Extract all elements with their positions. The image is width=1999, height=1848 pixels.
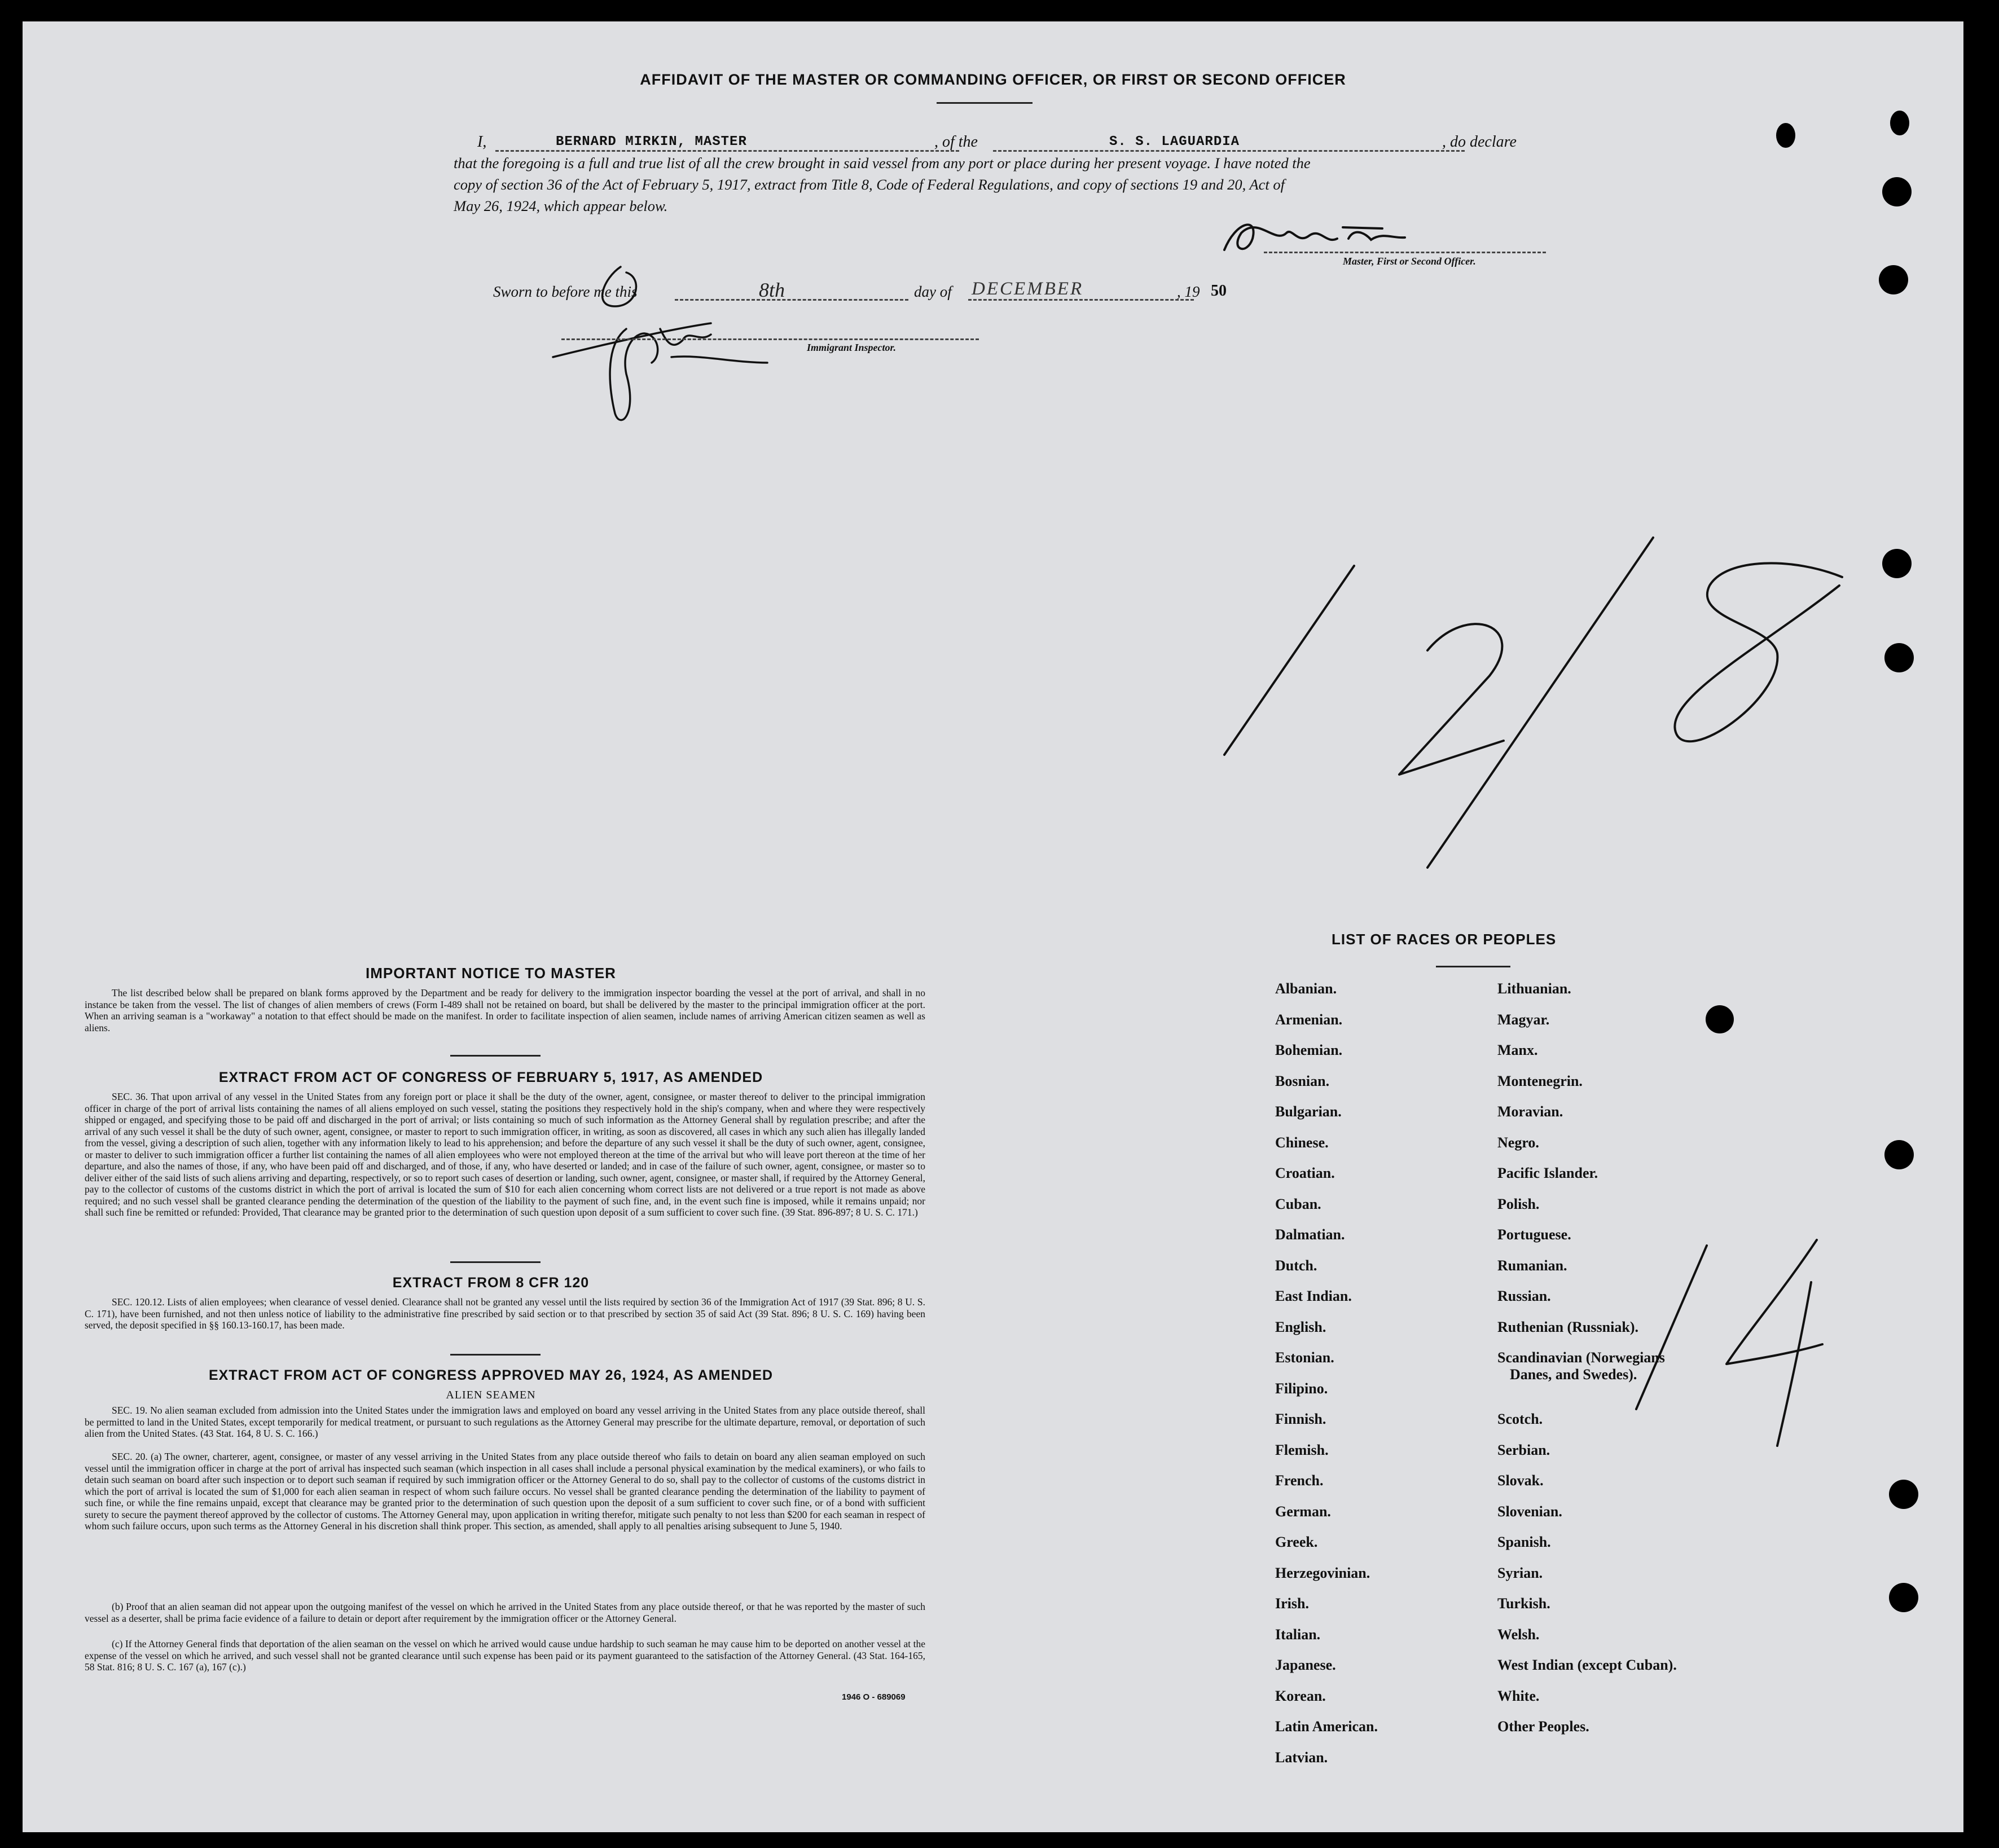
race-item: French. <box>1275 1472 1324 1489</box>
race-item: Magyar. <box>1497 1011 1550 1028</box>
extract-1924-sec20c: (c) If the Attorney General finds that deportation of the alien seaman on the vessel on which he arrived would cause undue hardship to such seaman he may cause him to be deported on another vessel at the expense of the vessel on which he arrived, and such vessel shall not be granted clearance until such expense has been paid or its payment guaranteed to the satisfaction of the Attorney General. (43 Stat. 164-165, 58 Stat. 816; 8 U. S. C. 167 (a), 167 (c).) <box>85 1638 925 1673</box>
race-item: English. <box>1275 1318 1326 1335</box>
race-item: Filipino. <box>1275 1380 1328 1397</box>
extract-1917-title: EXTRACT FROM ACT OF CONGRESS OF FEBRUARY 5, 1917, AS AMENDED <box>218 1070 763 1085</box>
punch-hole <box>1889 1583 1918 1612</box>
of-the-label: , of the <box>934 133 978 151</box>
extract-1924-sec20a: SEC. 20. (a) The owner, charterer, agent, consignee, or master of any vessel arriving in the United States from any place outside thereof who fails to detain on board any alien seaman employed on such vessel until the immigration officer in charge at the port of arrival has inspected such seaman (which inspection in all cases shall include a personal physical examination by the medical examiners), or who fails to detain such seaman on board after such inspection or to deport such seaman if required by such immigration officer or the Attorney General to do so, shall pay to the collector of customs of the customs district in which the port of arrival is located the sum of $1,000 for each alien seaman in respect of whom such failure occurs. No vessel shall be granted clearance pending the determination of the liability to payment of such fine, or while the fine remains unpaid, except that clearance may be granted prior to the determination of such question upon the deposit of a sum sufficient to cover such fine, or of a bond with sufficient surety to secure the payment thereof approved by the collector of customs. The Attorney General may, upon application in writing therefor, mitigate such penalty to not less than $200 for each seaman in respect of whom such failure occurs, upon such terms as the Attorney General in his discretion shall think proper. This section, as amended, shall apply to all penalties arising subsequent to June 5, 1940. <box>85 1451 925 1532</box>
race-item: Scotch. <box>1497 1411 1543 1427</box>
race-item: Flemish. <box>1275 1441 1329 1458</box>
punch-hole <box>1879 265 1908 294</box>
race-item: Portuguese. <box>1497 1226 1571 1243</box>
race-item: Bohemian. <box>1275 1042 1343 1058</box>
race-item: Pacific Islander. <box>1497 1165 1598 1181</box>
race-item: Spanish. <box>1497 1534 1551 1550</box>
extract-1924-sec20b: (b) Proof that an alien seaman did not appear upon the outgoing manifest of the vessel on which he arrived in the United States from any place outside thereof, or that he was reported by the master of such vessel as a deserter, shall be prima facie evidence of a failure to detain or deport after requirement by the immigration officer or the Attorney General. <box>85 1601 925 1624</box>
punch-hole <box>1884 1140 1914 1169</box>
race-item: Cuban. <box>1275 1195 1321 1212</box>
race-item: Moravian. <box>1497 1103 1563 1120</box>
title-divider <box>937 102 1033 104</box>
race-item: Greek. <box>1275 1534 1318 1550</box>
extract-1924-sec19: SEC. 19. No alien seaman excluded from admission into the United States under the immigration laws and employed on board any vessel arriving in the United States from any place outside thereof, shall be permitted to land in the United States, except temporarily for medical treatment, or pursuant to such regulations as the Attorney General may prescribe for the ultimate departure, removal, or deportation of such alien from the United States. (43 Stat. 164, 8 U. S. C. 166.) <box>85 1405 925 1439</box>
races-divider <box>1436 966 1510 967</box>
punch-hole <box>1890 111 1909 135</box>
race-col2-continuation: Danes, and Swedes). <box>1510 1366 1637 1383</box>
race-item: Dutch. <box>1275 1257 1317 1274</box>
race-item: Finnish. <box>1275 1411 1326 1427</box>
sworn-label: Sworn to before me this <box>493 283 638 300</box>
race-item: Other Peoples. <box>1497 1718 1589 1735</box>
officer-caption: Master, First or Second Officer. <box>1343 256 1476 267</box>
extract-cfr-title: EXTRACT FROM 8 CFR 120 <box>392 1275 590 1291</box>
race-item: Russian. <box>1497 1288 1551 1304</box>
master-name-line <box>495 150 959 152</box>
handwritten-date-mark <box>1185 518 1884 924</box>
race-item: Herzegovinian. <box>1275 1564 1370 1581</box>
race-item: Croatian. <box>1275 1165 1335 1181</box>
day-of-label: day of <box>914 283 952 300</box>
race-item: Albanian. <box>1275 980 1337 997</box>
punch-hole <box>1884 643 1914 672</box>
race-item: Japanese. <box>1275 1657 1336 1673</box>
race-item: Italian. <box>1275 1626 1321 1643</box>
extract-1917-text: SEC. 36. That upon arrival of any vessel in the United States from any foreign port or place it shall be the duty of the owner, agent, consignee, or master thereof to deliver to the principal immigration officer in charge of the port of arrival lists containing the names of all aliens employed on such vessel, stating the positions they respectively hold in the ship's company, when and where they were respectively shipped or engaged, and specifying those to be paid off and discharged in the port of arrival; or lists containing so much of such information as the Attorney General shall by regulation prescribe; and after the arrival of any such vessel it shall be the duty of such owner, agent, consignee, or master to report to such immigration officer, in writing, as soon as discovered, all cases in which any such alien has illegally landed from the vessel, giving a description of such alien, together with any information likely to lead to his apprehension; and before the departure of any such vessel it shall be the duty of such owner, agent, consignee, or master to deliver to such immigration officer a further list containing the names of all alien employees who were not employed thereon at the time of the arrival but who will leave port thereon at the time of her departure, and also the names of those, if any, who have been paid off and discharged, and of those, if any, who have deserted or landed; and in case of the failure of such owner, agent, consignee, or master so to deliver either of the said lists of such aliens arriving and departing, respectively, or so to report such cases of desertion or landing, such owner, agent, consignee, or master shall, if required by the Attorney General, pay to the collector of customs of the customs district in which the port of arrival is located the sum of $10 for each alien concerning whom correct lists are not delivered or a true report is not made as above required; and no such vessel shall be granted clearance pending the determination of the question of the liability to the payment of such fine, and, in the event such fine is imposed, while it remains unpaid; nor shall such fine be remitted or refunded: Provided, That clearance may be granted prior to the determination of such question upon deposit of a sum sufficient to cover such fine. (39 Stat. 896-897; 8 U. S. C. 171.) <box>85 1091 925 1218</box>
punch-hole <box>1882 549 1912 578</box>
race-item: Welsh. <box>1497 1626 1540 1643</box>
extract-1924-subtitle: ALIEN SEAMEN <box>446 1389 536 1401</box>
extract-1924-title: EXTRACT FROM ACT OF CONGRESS APPROVED MAY 26, 1924, AS AMENDED <box>208 1367 774 1383</box>
punch-hole <box>1882 177 1912 206</box>
vessel-line <box>993 150 1465 152</box>
inspector-caption: Immigrant Inspector. <box>807 342 897 353</box>
race-item: Turkish. <box>1497 1595 1550 1612</box>
affidavit-body-line-3: May 26, 1924, which appear below. <box>454 197 668 214</box>
affidavit-body-line-2: copy of section 36 of the Act of February 5, 1917, extract from Title 8, Code of Federal Regulations, and copy of sections 19 and 20, Act of <box>454 176 1285 193</box>
race-item: Lithuanian. <box>1497 980 1571 997</box>
affidavit-title: AFFIDAVIT OF THE MASTER OR COMMANDING OFFICER, OR FIRST OR SECOND OFFICER <box>640 71 1346 88</box>
sworn-month: DECEMBER <box>972 279 1084 299</box>
race-item: Bulgarian. <box>1275 1103 1342 1120</box>
race-item: Irish. <box>1275 1595 1309 1612</box>
officer-signature-line <box>1264 252 1546 253</box>
year-prefix: , 19 <box>1177 283 1200 300</box>
race-item: Polish. <box>1497 1195 1540 1212</box>
race-item: Chinese. <box>1275 1134 1329 1151</box>
race-item: Slovak. <box>1497 1472 1544 1489</box>
race-item: Serbian. <box>1497 1441 1550 1458</box>
notice-text: The list described below shall be prepared on blank forms approved by the Department and be ready for delivery to the immigration inspector boarding the vessel at the port of arrival, and shall in no instance be taken from the vessel. The list of changes of alien members of crews (Form I-489 shall not be retained on board, but shall be delivered by the master to the principal immigration officer at the port. When an arriving seaman is a "workaway" a notation to that effect should be made on the manifest. In order to facilitate inspection of alien seamen, include names of arriving American citizen seamen as well as aliens. <box>85 987 925 1033</box>
affidavit-body-line-1: that the foregoing is a full and true list of all the crew brought in said vessel from any port or place during her present voyage. I have noted the <box>454 155 1311 171</box>
race-item: Dalmatian. <box>1275 1226 1345 1243</box>
year-suffix: 50 <box>1211 282 1227 300</box>
race-item: Syrian. <box>1497 1564 1543 1581</box>
notice-divider <box>450 1055 541 1057</box>
print-code: 1946 O - 689069 <box>842 1692 906 1702</box>
race-item: Montenegrin. <box>1497 1072 1583 1089</box>
notice-title: IMPORTANT NOTICE TO MASTER <box>366 965 616 982</box>
inspector-signature-line <box>561 338 979 340</box>
punch-hole <box>1889 1480 1918 1509</box>
race-item: West Indian (except Cuban). <box>1497 1657 1677 1673</box>
race-item: Bosnian. <box>1275 1072 1330 1089</box>
sworn-day: 8th <box>759 279 785 301</box>
punch-hole <box>1706 1005 1734 1033</box>
race-item: Latvian. <box>1275 1749 1328 1766</box>
affidavit-i-label: I, <box>477 133 487 151</box>
race-item: Slovenian. <box>1497 1503 1562 1520</box>
inspector-signature <box>530 244 779 430</box>
extract-cfr-text: SEC. 120.12. Lists of alien employees; when clearance of vessel denied. Clearance shall not be granted any vessel until the lists required by section 36 of the Immigration Act of 1917 (39 Stat. 896; 8 U. S. C. 171), have been furnished, and not then unless notice of liability to the administrative fine prescribed by said section or to that prescribed by section 35 of said Act (39 Stat. 896; 8 U. S. C. 169) having been served, the deposit specified in §§ 160.13-160.17, has been made. <box>85 1296 925 1331</box>
race-item: Estonian. <box>1275 1349 1334 1366</box>
document-page <box>23 21 1963 1832</box>
races-title: LIST OF RACES OR PEOPLES <box>1332 931 1557 948</box>
vessel-name: S. S. LAGUARDIA <box>1109 134 1240 149</box>
race-item: Latin American. <box>1275 1718 1378 1735</box>
race-item: East Indian. <box>1275 1288 1352 1304</box>
race-item: Negro. <box>1497 1134 1539 1151</box>
master-name: BERNARD MIRKIN, MASTER <box>556 134 747 149</box>
race-item: Scandinavian (Norwegians <box>1497 1349 1665 1366</box>
handwritten-page-number <box>1614 1223 1851 1460</box>
extract-cfr-divider <box>450 1354 541 1356</box>
race-item: Korean. <box>1275 1687 1326 1704</box>
race-item: Manx. <box>1497 1042 1538 1058</box>
race-item: Rumanian. <box>1497 1257 1567 1274</box>
race-item: Armenian. <box>1275 1011 1343 1028</box>
race-item: White. <box>1497 1687 1540 1704</box>
punch-hole <box>1776 123 1795 148</box>
race-item: Ruthenian (Russniak). <box>1497 1318 1638 1335</box>
race-item: German. <box>1275 1503 1331 1520</box>
do-declare-label: , do declare <box>1442 133 1517 151</box>
extract-1917-divider <box>450 1261 541 1263</box>
